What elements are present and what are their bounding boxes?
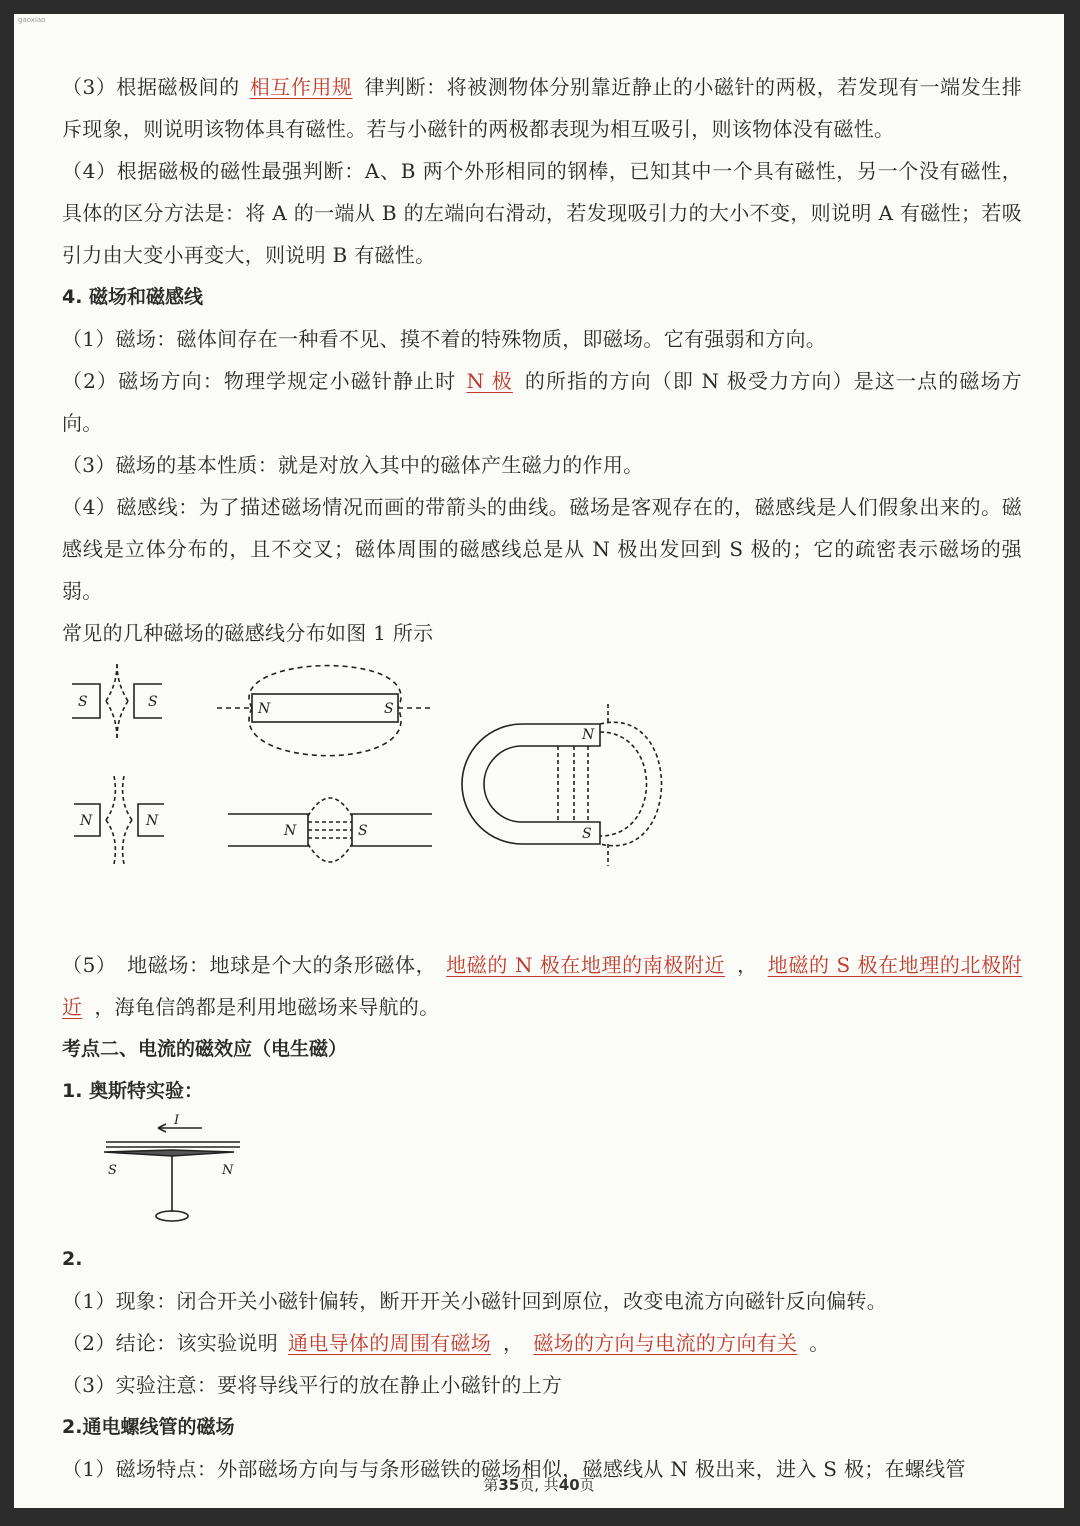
para-strongest-pole-test: （4）根据磁极的磁性最强判断：A、B 两个外形相同的钢棒，已知其中一个具有磁性，另一个没有磁性，具体的区分方法是：将 A 的一端从 B 的左端向右滑动，若发现吸引力的大小不变，则说明 A 有磁性；若吸引力由大变小再变大，则说明 B 有磁性。 [62, 159, 1022, 267]
answer-blank: 通电导体的周围有磁场 [288, 1331, 492, 1355]
pole-label: S [582, 826, 592, 842]
para-conclusion: （2）结论：该实验说明 通电导体的周围有磁场 ， 磁场的方向与电流的方向有关 。 [62, 1331, 830, 1355]
bar-magnet-diagram [217, 666, 434, 756]
current-label: I [174, 1113, 180, 1128]
answer-blank: 相互作用规 [249, 75, 353, 99]
pole-label: N [582, 727, 595, 743]
para-repulsion-test: （3）根据磁极间的 相互作用规 律判断：将被测物体分别靠近静止的小磁针的两极，若发现有一端发生排斥现象，则说明该物体具有磁性。若与小磁针的两极都表现为相互吸引，则该物体没有磁性。 [62, 75, 1022, 141]
pole-label: S [384, 701, 394, 717]
answer-blank: N 极 [466, 369, 513, 393]
para-field-property: （3）磁场的基本性质：就是对放入其中的磁体产生磁力的作用。 [62, 453, 644, 477]
total-pages: 40 [558, 1476, 580, 1494]
pole-label: S [78, 694, 88, 710]
pole-label: S [148, 694, 158, 710]
para-solenoid-feature: （1）磁场特点：外部磁场方向与与条形磁铁的磁场相似，磁感线从 N 极出来，进入 S 极；在螺线管 [62, 1457, 966, 1481]
field-lines-diagram [62, 654, 1022, 944]
oersted-diagram [62, 1112, 262, 1238]
answer-blank: 磁场的方向与电流的方向有关 [533, 1331, 798, 1355]
para-figure-caption: 常见的几种磁场的磁感线分布如图 1 所示 [62, 621, 434, 645]
figure-field-lines [62, 654, 1022, 944]
answer-blank: 地磁的 S 极在地理的北极附近 [62, 953, 1022, 1019]
current-page: 35 [498, 1476, 520, 1494]
subheading-oersted: 1. 奥斯特实验： [62, 1080, 204, 1102]
corner-mark: gaoxiao [18, 16, 46, 24]
subheading-solenoid: 2.通电螺线管的磁场 [62, 1416, 235, 1438]
section-heading-current-magnetism: 考点二、电流的磁效应（电生磁） [62, 1038, 348, 1060]
para-magnetic-field: （1）磁场：磁体间存在一种看不见、摸不着的特殊物质，即磁场。它有强弱和方向。 [62, 327, 827, 351]
needle-south-label: S [108, 1163, 117, 1178]
page-footer: 第35页, 共40页 [483, 1476, 595, 1494]
figure-oersted [62, 1112, 1022, 1238]
horseshoe-magnet-diagram [462, 704, 662, 866]
pole-label: S [358, 823, 368, 839]
pole-label: N [80, 813, 93, 829]
para-field-direction: （2）磁场方向：物理学规定小磁针静止时 N 极 的所指的方向（即 N 极受力方向）是这一点的磁场方向。 [62, 369, 1022, 435]
para-geomagnetic: （5） 地磁场：地球是个大的条形磁体， 地磁的 N 极在地理的南极附近 ， 地磁的 S 极在地理的北极附近 ，海龟信鸽都是利用地磁场来导航的。 [62, 953, 1022, 1019]
pole-label: N [146, 813, 159, 829]
subheading-2: 2. [62, 1248, 83, 1270]
pole-label: N [258, 701, 271, 717]
pole-label: N [284, 823, 297, 839]
unlike-poles-ns-diagram [228, 798, 432, 862]
page-content [62, 66, 1022, 1490]
para-field-lines: （4）磁感线：为了描述磁场情况而画的带箭头的曲线。磁场是客观存在的，磁感线是人们假象出来的。磁感线是立体分布的，且不交叉；磁体周围的磁感线总是从 N 极出发回到 S 极的；它的疏密表示磁场的强弱。 [62, 495, 1022, 603]
needle-north-label: N [222, 1163, 234, 1178]
document-page [14, 14, 1064, 1508]
section-heading-magnetic-field: 4. 磁场和磁感线 [62, 286, 204, 308]
para-phenomenon: （1）现象：闭合开关小磁针偏转，断开开关小磁针回到原位，改变电流方向磁针反向偏转。 [62, 1289, 888, 1313]
para-experiment-note: （3）实验注意：要将导线平行的放在静止小磁针的上方 [62, 1373, 563, 1397]
answer-blank: 地磁的 N 极在地理的南极附近 [446, 953, 726, 977]
